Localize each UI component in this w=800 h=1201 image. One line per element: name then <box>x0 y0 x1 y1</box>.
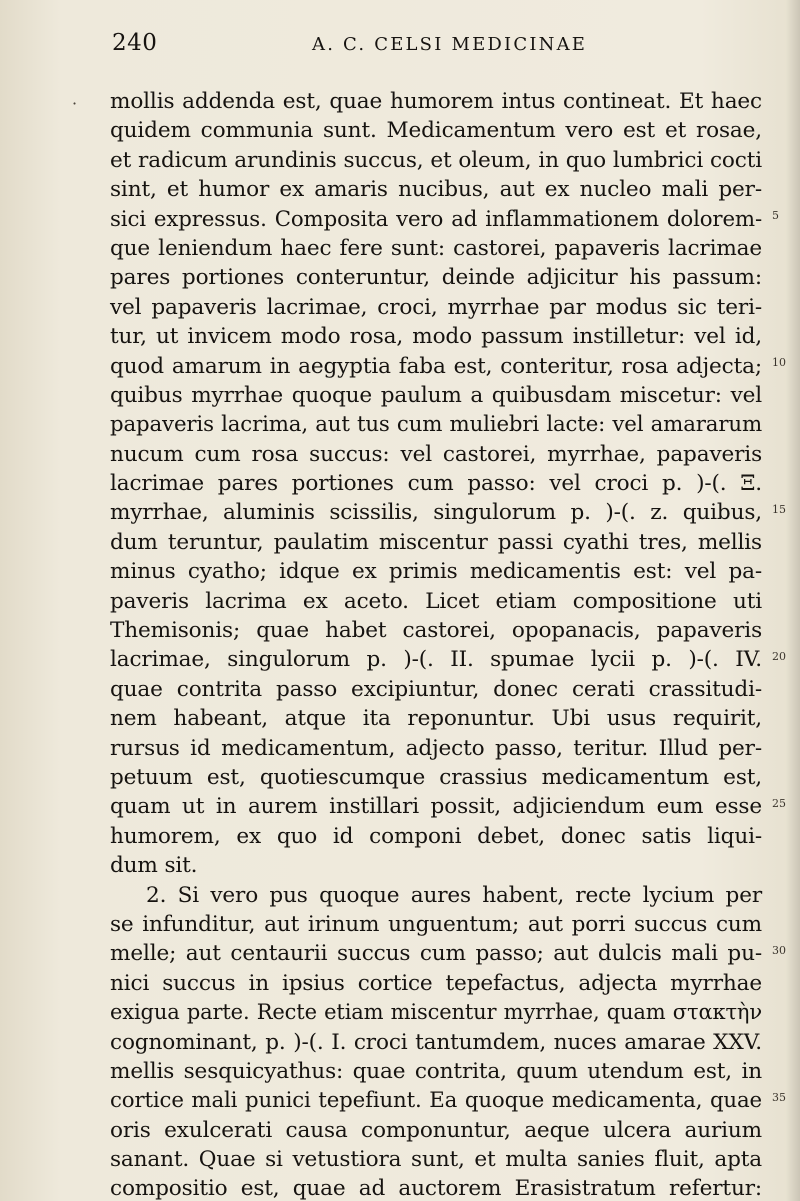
text-line: mollis addenda est, quae humorem intus contineat. Et haec <box>110 89 762 114</box>
line-number-margin: 35 <box>772 1091 786 1104</box>
margin-mark: · <box>72 94 78 113</box>
text-line: melle; aut centaurii succus cum passo; aut dulcis mali pu- <box>110 941 762 967</box>
line-number-margin: 30 <box>772 944 786 957</box>
text-line: se infunditur, aut irinum unguentum; aut porri succus cum <box>110 911 762 937</box>
text-line: papaveris lacrima, aut tus cum muliebri lacte: vel amararum <box>110 412 762 438</box>
text-line: compositio est, quae ad auctorem Erasistratum refertur: <box>110 1176 762 1201</box>
text-line: cortice mali punici tepefiunt. Ea quoque medicamenta, quae <box>110 1088 762 1114</box>
text-line: petuum est, quotiescumque crassius medicamentum est, <box>110 764 762 790</box>
text-line: sint, et humor ex amaris nucibus, aut ex nucleo mali per- <box>110 177 762 203</box>
text-line: quam ut in aurem instillari possit, adjiciendum eum esse <box>110 794 762 820</box>
line-number-margin: 20 <box>772 650 786 663</box>
text-line: mellis sesquicyathus: quae contrita, quum utendum est, in <box>110 1058 762 1084</box>
running-head: A. C. CELSI MEDICINAE <box>312 34 588 55</box>
paragraph-end-line: dum sit. <box>110 853 198 879</box>
page-edge-shadow <box>786 0 800 1201</box>
line-number-margin: 25 <box>772 797 786 810</box>
text-line: nici succus in ipsius cortice tepefactus, adjecta myrrhae <box>110 970 762 996</box>
text-line: tur, ut invicem modo rosa, modo passum instilletur: vel id, <box>110 324 762 350</box>
line-number-margin: 5 <box>772 209 779 222</box>
text-line: lacrimae pares portiones cum passo: vel croci p. )-(. Ξ. <box>110 471 762 497</box>
text-line: minus cyatho; idque ex primis medicamentis est: vel pa- <box>110 559 762 585</box>
body-text <box>110 87 762 1201</box>
text-line: humorem, ex quo id componi debet, donec satis liqui- <box>110 823 762 849</box>
text-line: que leniendum haec fere sunt: castorei, papaveris lacrimae <box>110 235 762 261</box>
text-line: dum teruntur, paulatim miscentur passi cyathi tres, mellis <box>110 529 762 555</box>
text-line: sici expressus. Composita vero ad inflammationem dolorem- <box>110 206 762 232</box>
text-line: nem habeant, atque ita reponuntur. Ubi usus requirit, <box>110 706 762 732</box>
paragraph-start-line: 2. Si vero pus quoque aures habent, recte lycium per <box>146 882 762 908</box>
line-number-margin: 10 <box>772 356 786 369</box>
text-line: exigua parte. Recte etiam miscentur myrrhae, quam στακτὴν <box>110 1000 762 1025</box>
text-line: Themisonis; quae habet castorei, opopanacis, papaveris <box>110 618 762 644</box>
text-line: et radicum arundinis succus, et oleum, in quo lumbrici cocti <box>110 147 762 173</box>
text-line: quae contrita passo excipiuntur, donec cerati crassitudi- <box>110 676 762 702</box>
page-header <box>112 30 762 62</box>
text-line: vel papaveris lacrimae, croci, myrrhae par modus sic teri- <box>110 294 762 320</box>
text-line: rursus id medicamentum, adjecto passo, teritur. Illud per- <box>110 735 762 761</box>
text-line: quibus myrrhae quoque paulum a quibusdam miscetur: vel <box>110 382 762 408</box>
page-number: 240 <box>112 30 158 56</box>
text-line: oris exulcerati causa componuntur, aeque ulcera aurium <box>110 1117 762 1143</box>
text-line: lacrimae, singulorum p. )-(. II. spumae lycii p. )-(. IV. <box>110 647 762 673</box>
text-line: sanant. Quae si vetustiora sunt, et multa sanies fluit, apta <box>110 1147 762 1173</box>
text-line: myrrhae, aluminis scissilis, singulorum p. )-(. z. quibus, <box>110 500 762 526</box>
text-line: cognominant, p. )-(. I. croci tantumdem, nuces amarae XXV. <box>110 1029 762 1055</box>
text-line: pares portiones conteruntur, deinde adjicitur his passum: <box>110 265 762 291</box>
text-line: quidem communia sunt. Medicamentum vero est et rosae, <box>110 118 762 144</box>
line-number-margin: 15 <box>772 503 786 516</box>
text-line: quod amarum in aegyptia faba est, conteritur, rosa adjecta; <box>110 353 762 379</box>
text-line: paveris lacrima ex aceto. Licet etiam compositione uti <box>110 588 762 614</box>
text-line: nucum cum rosa succus: vel castorei, myrrhae, papaveris <box>110 441 762 467</box>
